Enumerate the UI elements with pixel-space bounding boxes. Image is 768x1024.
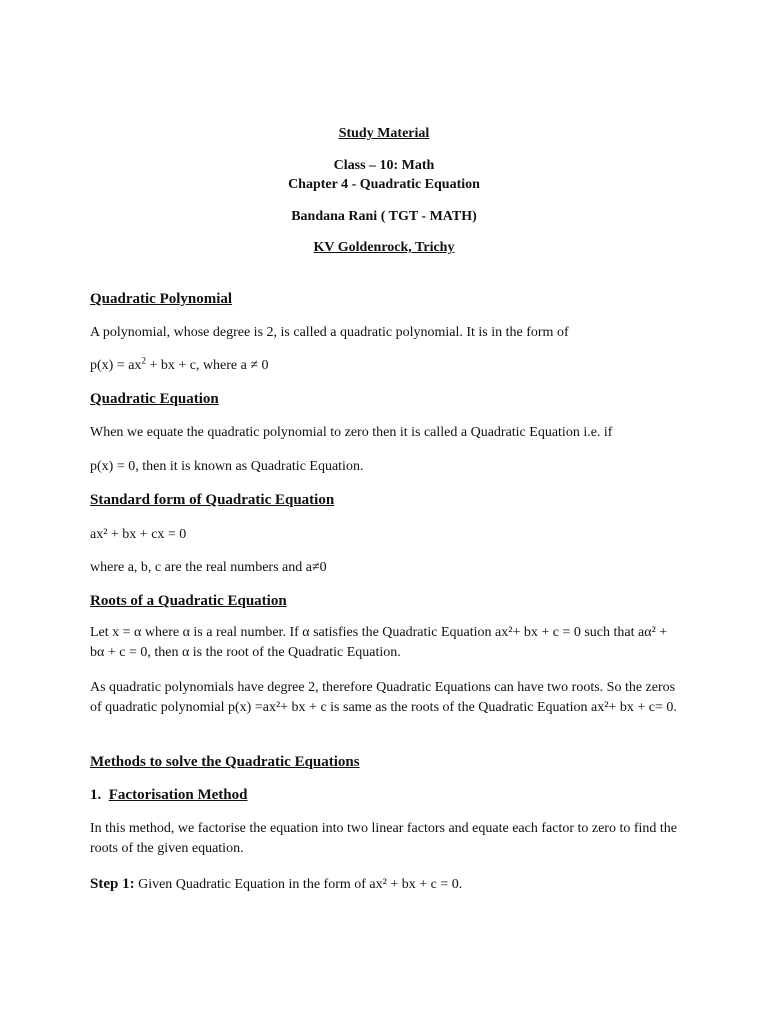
formula-part: p(x) = ax	[90, 358, 142, 373]
method-item-heading: Factorisation Method	[108, 787, 248, 803]
roots-paragraph-2: As quadratic polynomials have degree 2, therefore Quadratic Equations can have two roots. So the zeros of quadratic polynomial p(x) =ax²+ bx + c is same as the roots of the Quadratic Equation ax²+ bx + c= 0.	[90, 680, 677, 715]
equation-definition-line2: p(x) = 0, then it is known as Quadratic Equation.	[90, 459, 364, 474]
factorisation-paragraph: In this method, we factorise the equation into two linear factors and equate each factor to zero to find the roots of the given equation.	[90, 821, 678, 856]
standard-formula: ax² + bx + cx = 0	[90, 527, 187, 542]
school-line: KV Goldenrock, Trichy	[313, 240, 455, 255]
polynomial-definition: A polynomial, whose degree is 2, is called a quadratic polynomial. It is in the form of	[90, 325, 569, 340]
author-line: Bandana Rani ( TGT - MATH)	[291, 209, 477, 224]
formula-part: + bx + c, where a ≠ 0	[145, 358, 269, 373]
step-1-line	[90, 875, 462, 894]
heading-methods: Methods to solve the Quadratic Equations	[90, 754, 360, 770]
polynomial-formula	[90, 357, 269, 375]
method-item-number: 1.	[90, 787, 102, 803]
heading-quadratic-polynomial: Quadratic Polynomial	[90, 291, 233, 307]
class-line: Class – 10: Math	[333, 158, 435, 173]
formula-exponent: 2	[141, 355, 146, 366]
standard-description: where a, b, c are the real numbers and a≠0	[90, 560, 327, 575]
document-title: Study Material	[338, 126, 430, 141]
heading-standard-form: Standard form of Quadratic Equation	[90, 492, 335, 508]
chapter-line: Chapter 4 - Quadratic Equation	[288, 177, 480, 192]
heading-quadratic-equation: Quadratic Equation	[90, 391, 219, 407]
step-label: Step 1:	[90, 876, 135, 892]
equation-definition-line1: When we equate the quadratic polynomial to zero then it is called a Quadratic Equation i.e. if	[90, 425, 613, 440]
step-text: Given Quadratic Equation in the form of ax² + bx + c = 0.	[134, 877, 463, 892]
heading-roots: Roots of a Quadratic Equation	[90, 593, 287, 609]
method-item-factorisation	[90, 786, 247, 804]
roots-paragraph-1: Let x = α where α is a real number. If α satisfies the Quadratic Equation ax²+ bx + c = 0 such that aα² + bα + c = 0, then α is the root of the Quadratic Equation.	[90, 625, 668, 660]
